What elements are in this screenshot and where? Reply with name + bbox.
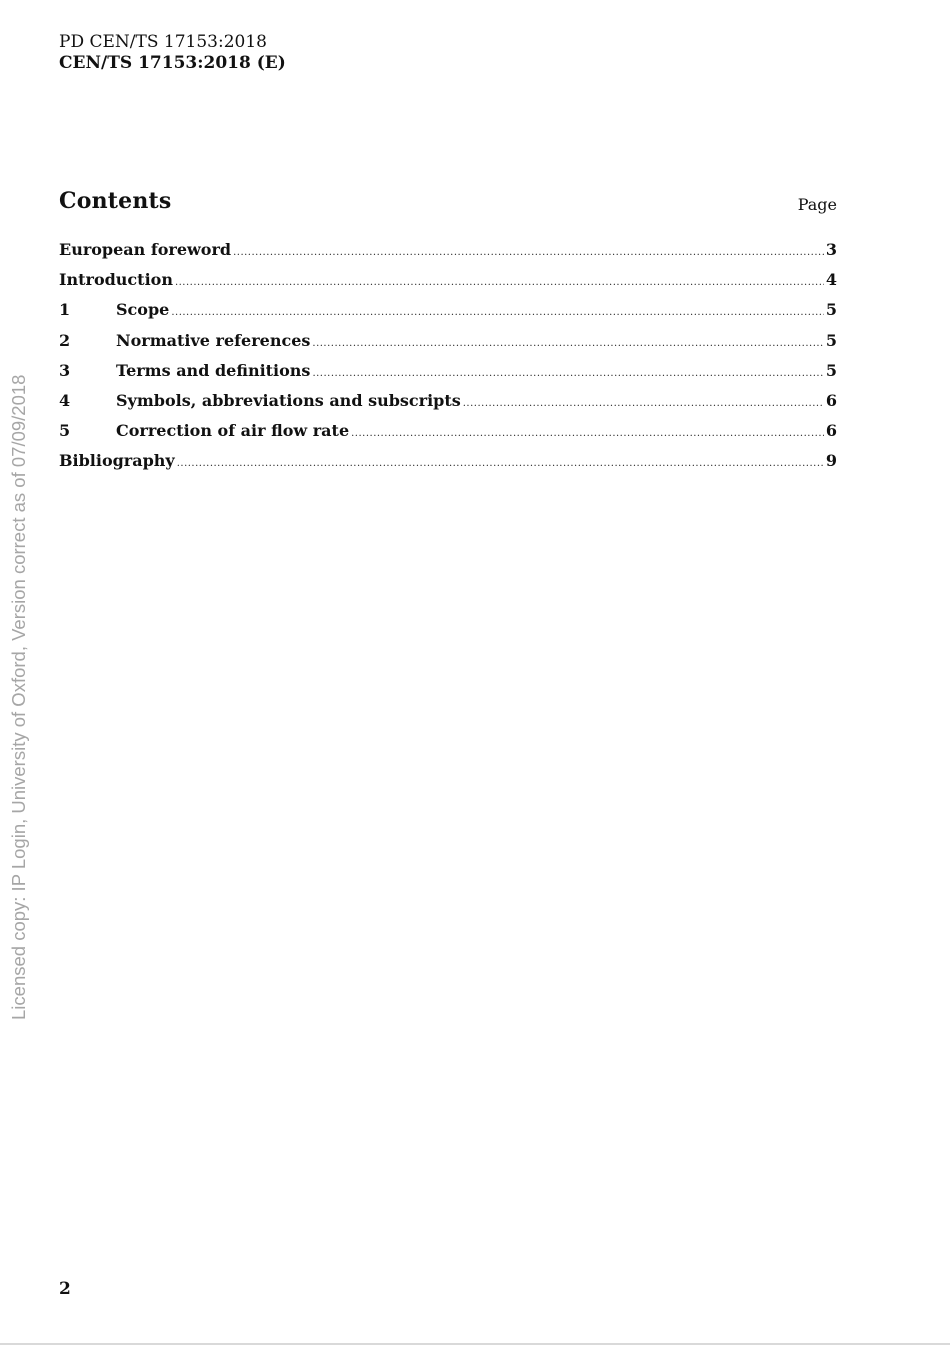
contents-title: Contents <box>59 188 172 214</box>
toc-entry-label: Bibliography <box>59 451 175 471</box>
toc-leader-dots <box>171 307 824 318</box>
toc-entry-bibliography[interactable] <box>59 451 837 481</box>
toc-entry-scope[interactable] <box>59 300 837 330</box>
toc-entry-correction-of-air-flow-rate[interactable] <box>59 421 837 451</box>
page-number: 2 <box>59 1279 71 1299</box>
toc-entry-number: 2 <box>59 330 71 350</box>
toc-entry-label: European foreword <box>59 240 232 259</box>
toc-leader-dots <box>175 277 824 288</box>
toc-entry-label: Correction of air flow rate <box>116 421 350 441</box>
toc-entry-introduction[interactable] <box>59 270 837 300</box>
toc-entry-page: 5 <box>825 360 837 380</box>
toc-leader-dots <box>351 428 824 439</box>
toc-entry-normative-references[interactable] <box>59 331 837 361</box>
toc-entry-number: 1 <box>59 300 71 320</box>
toc-entry-symbols-abbreviations[interactable] <box>59 391 837 421</box>
toc-entry-page: 4 <box>825 270 837 290</box>
toc-leader-dots <box>312 368 823 379</box>
toc-entry-label: Scope <box>116 300 170 320</box>
toc-leader-dots <box>233 247 824 258</box>
toc-entry-label: Symbols, abbreviations and subscripts <box>116 390 461 410</box>
toc-entry-number: 3 <box>59 360 71 380</box>
toc-entry-european-foreword[interactable] <box>59 240 837 270</box>
document-header <box>59 32 286 74</box>
toc-entry-label: Introduction <box>59 270 173 290</box>
toc-leader-dots <box>463 398 824 409</box>
toc-entry-page: 6 <box>825 390 837 410</box>
toc-entry-page: 6 <box>825 421 837 441</box>
toc-entry-number: 5 <box>59 421 71 441</box>
toc-entry-label: Normative references <box>116 330 311 350</box>
toc-entry-label: Terms and definitions <box>116 360 311 380</box>
toc-entry-number: 4 <box>59 390 71 410</box>
toc-leader-dots <box>177 458 824 469</box>
page-column-label: Page <box>797 195 837 214</box>
toc-entry-terms-and-definitions[interactable] <box>59 361 837 391</box>
table-of-contents <box>59 240 837 482</box>
toc-entry-page: 9 <box>825 451 837 471</box>
toc-leader-dots <box>312 338 823 349</box>
toc-entry-page: 3 <box>825 240 837 259</box>
document-id: PD CEN/TS 17153:2018 <box>59 32 267 52</box>
license-watermark: Licensed copy: IP Login, University of Oxford, Version correct as of 07/09/2018 <box>8 374 29 1020</box>
toc-entry-page: 5 <box>825 330 837 350</box>
document-id-language: CEN/TS 17153:2018 (E) <box>59 53 286 73</box>
toc-entry-page: 5 <box>825 300 837 320</box>
